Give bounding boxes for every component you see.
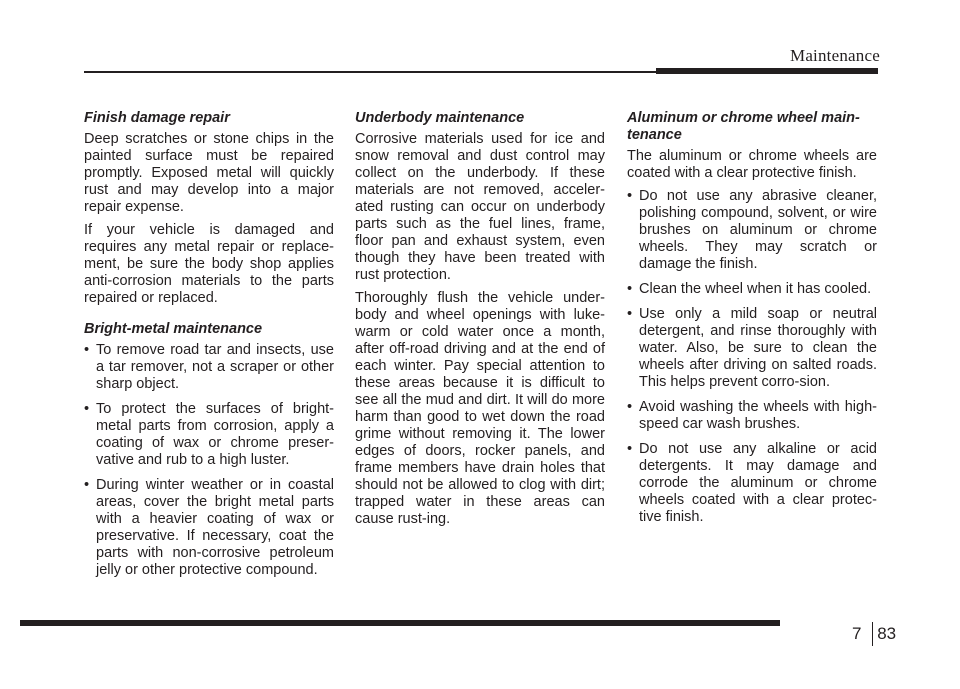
finish-damage-paragraph-2: If your vehicle is damaged and requires any metal repair or replace-ment, be sure the body shop applies anti-corrosion materials to the parts repaired or replaced.: [84, 222, 334, 306]
column-middle: [355, 110, 605, 534]
list-item: [627, 306, 877, 391]
finish-damage-heading: Finish damage repair: [84, 110, 230, 126]
list-item: [627, 441, 877, 526]
list-item-text: To remove road tar and insects, use a tar remover, not a scraper or other sharp object.: [96, 342, 334, 392]
finish-damage-paragraph-1: Deep scratches or stone chips in the painted surface must be repaired promptly. Exposed metal will quickly rust and may develop into a major repair expense.: [84, 131, 334, 215]
column-right: [627, 110, 877, 534]
list-item-text: Use only a mild soap or neutral detergent, and rinse thoroughly with water. Also, be sure to clean the wheels after driving on salted roads. This helps prevent corro-sion.: [639, 306, 877, 390]
underbody-paragraph-2: Thoroughly flush the vehicle under-body and wheel openings with luke-warm or cold water once a month, after off-road driving and at the end of each winter. Pay special attention to these areas because it is difficult to see all the mud and dirt. It will do more harm than good to wet down the road grime without removing it. The lower edges of doors, rocker panels, and frame members have drain holes that should not be allowed to clog with dirt; trapped water in these areas can cause rust-ing.: [355, 290, 605, 527]
chapter-number: 7: [852, 624, 862, 643]
list-item-text: Clean the wheel when it has cooled.: [639, 281, 872, 297]
bright-metal-list: [84, 342, 334, 579]
list-item: [627, 281, 877, 298]
list-item-text: Do not use any alkaline or acid detergents. It may damage and corrode the aluminum or chrome wheels coated with a clear protec-tive finish.: [639, 441, 877, 525]
list-item: [84, 342, 334, 393]
bullet-icon: •: [627, 188, 633, 204]
bullet-icon: •: [627, 281, 633, 297]
list-item-text: Avoid washing the wheels with high-speed car wash brushes.: [639, 399, 877, 432]
list-item-text: To protect the surfaces of bright-metal parts from corrosion, apply a coating of wax or chrome preser-vative and rub to a high luster.: [96, 401, 334, 468]
page-number-value: 83: [877, 624, 897, 643]
list-item: [627, 399, 877, 433]
header-rule: [84, 71, 656, 73]
bullet-icon: •: [627, 399, 633, 415]
list-item: [627, 188, 877, 273]
bright-metal-heading: Bright-metal maintenance: [84, 321, 263, 337]
wheel-care-list: [627, 188, 877, 526]
column-left: [84, 110, 334, 587]
footer-bar: [20, 620, 780, 626]
header-bar: [656, 68, 878, 74]
bullet-icon: •: [627, 306, 633, 322]
underbody-paragraph-1: Corrosive materials used for ice and snow removal and dust control may collect on the underbody. If these materials are not removed, acceler-ated rusting can occur on underbody parts such as the fuel lines, frame, floor pan and exhaust system, even though they have been treated with rust protection.: [355, 131, 605, 283]
page-number: [852, 624, 896, 644]
underbody-heading: Underbody maintenance: [355, 110, 525, 126]
list-item-text: During winter weather or in coastal areas, cover the bright metal parts with a heavier coating of wax or preservative. If necessary, coat the parts with non-corrosive petroleum jelly or other protective compound.: [96, 477, 334, 578]
page-header-title: Maintenance: [790, 46, 880, 65]
bullet-icon: •: [84, 401, 90, 417]
list-item-text: Do not use any abrasive cleaner, polishing compound, solvent, or wire brushes on aluminum or chrome wheels. They may scratch or damage the finish.: [639, 188, 877, 272]
bullet-icon: •: [627, 441, 633, 457]
list-item: [84, 477, 334, 579]
bullet-icon: •: [84, 342, 90, 358]
list-item: [84, 401, 334, 469]
wheel-intro-paragraph: The aluminum or chrome wheels are coated with a clear protective finish.: [627, 148, 877, 181]
wheel-maintenance-heading: Aluminum or chrome wheel main-tenance: [627, 110, 860, 143]
bullet-icon: •: [84, 477, 90, 493]
